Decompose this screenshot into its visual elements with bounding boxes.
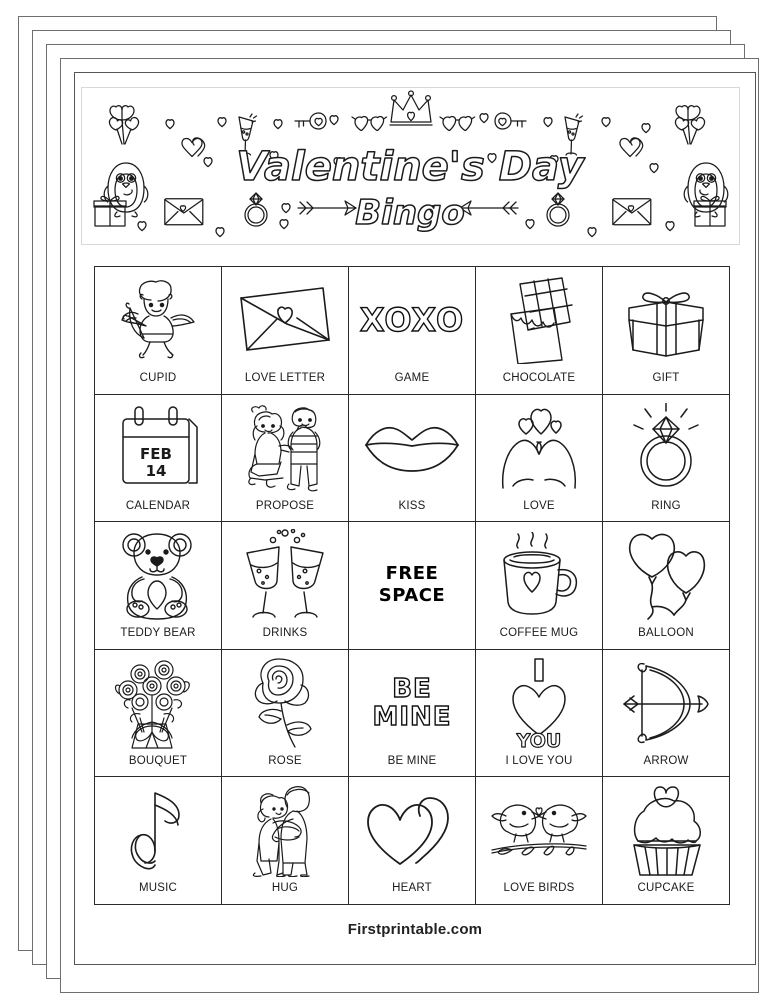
coffee-mug-icon: [476, 522, 602, 628]
bingo-cell-rose[interactable]: [222, 650, 349, 778]
bingo-cell-drinks[interactable]: [222, 522, 349, 650]
proposal-couple-icon: [222, 395, 348, 501]
bingo-cell-cupcake[interactable]: [603, 777, 730, 905]
bingo-cell-bouquet[interactable]: [95, 650, 222, 778]
bingo-cell-label: PROPOSE: [255, 499, 315, 512]
xoxo-icon: [349, 267, 475, 373]
xoxo-text: XOXO: [359, 300, 465, 339]
bingo-cell-label: HEART: [392, 882, 432, 895]
free-space: [349, 522, 475, 649]
hugging-couple-icon: [222, 777, 348, 883]
be-mine-icon: [349, 650, 475, 756]
envelope-icon: [222, 267, 348, 373]
be-mine-line-1: BE: [392, 673, 432, 704]
svg-text:FEB: FEB: [140, 444, 172, 463]
heart-balloons-icon: [603, 522, 729, 628]
bingo-cell-label: GAME: [394, 372, 430, 385]
bingo-cell-label: HUG: [271, 882, 299, 895]
bingo-cell-arrow[interactable]: [603, 650, 730, 778]
bingo-cell-balloon[interactable]: [603, 522, 730, 650]
bingo-cell-i-love-you[interactable]: [476, 650, 603, 778]
i-love-you-icon: [476, 650, 602, 756]
cupid-icon: [95, 267, 221, 373]
bingo-cell-label: CALENDAR: [125, 499, 191, 512]
bingo-cell-label: CUPCAKE: [637, 882, 695, 895]
bingo-cell-hug[interactable]: [222, 777, 349, 905]
diamond-ring-icon: [603, 395, 729, 501]
bingo-cell-label: I LOVE YOU: [505, 754, 573, 767]
bingo-cell-gift[interactable]: [603, 267, 730, 395]
bingo-cell-label: BALLOON: [638, 627, 694, 640]
bingo-cell-label: MUSIC: [138, 882, 178, 895]
bingo-cell-label: KISS: [398, 499, 426, 512]
gift-box-icon: [603, 267, 729, 373]
bingo-cell-chocolate[interactable]: [476, 267, 603, 395]
svg-text:14: 14: [145, 461, 167, 480]
bingo-cell-label: CUPID: [139, 372, 177, 385]
bingo-cell-coffee-mug[interactable]: [476, 522, 603, 650]
be-mine-line-2: MINE: [372, 701, 452, 732]
bingo-cell-label: CHOCOLATE: [502, 372, 576, 385]
flower-bouquet-icon: [95, 650, 221, 756]
bingo-cell-free-space[interactable]: [349, 522, 476, 650]
bingo-cell-calendar[interactable]: [95, 395, 222, 523]
bingo-cell-kiss[interactable]: [349, 395, 476, 523]
champagne-toast-icon: [222, 522, 348, 628]
bow-and-arrow-icon: [603, 650, 729, 756]
bingo-card-page: [74, 72, 756, 965]
title-line-1: Valentine's Day: [236, 144, 584, 190]
lips-icon: [349, 395, 475, 501]
bingo-cell-label: ARROW: [643, 754, 689, 767]
bingo-cell-label: LOVE BIRDS: [503, 882, 575, 895]
bingo-cell-teddy-bear[interactable]: [95, 522, 222, 650]
free-space-text: [379, 563, 445, 608]
bingo-cell-label: COFFEE MUG: [499, 627, 579, 640]
bingo-cell-love-letter[interactable]: [222, 267, 349, 395]
header-artwork: [82, 88, 739, 244]
bingo-cell-cupid[interactable]: [95, 267, 222, 395]
free-line-1: FREE: [385, 562, 439, 584]
bingo-grid: [94, 266, 730, 905]
bingo-cell-label: ROSE: [268, 754, 302, 767]
bingo-cell-love-birds[interactable]: [476, 777, 603, 905]
bingo-cell-ring[interactable]: [603, 395, 730, 523]
free-line-2: SPACE: [378, 585, 446, 607]
hands-heart-icon: [476, 395, 602, 501]
bingo-cell-music[interactable]: [95, 777, 222, 905]
bingo-cell-label: LOVE: [523, 499, 555, 512]
double-heart-icon: [349, 777, 475, 883]
bingo-cell-propose[interactable]: [222, 395, 349, 523]
bingo-cell-heart[interactable]: [349, 777, 476, 905]
bingo-cell-game[interactable]: [349, 267, 476, 395]
header-decoration-band: [81, 87, 740, 245]
bingo-cell-label: BOUQUET: [128, 754, 188, 767]
calendar-icon: [95, 395, 221, 501]
bingo-cell-label: RING: [651, 499, 681, 512]
bingo-cell-label: TEDDY BEAR: [120, 627, 196, 640]
svg-text:YOU: YOU: [516, 729, 562, 749]
bingo-cell-be-mine[interactable]: [349, 650, 476, 778]
title-line-2: Bingo: [355, 193, 465, 233]
chocolate-bar-icon: [476, 267, 602, 373]
teddy-bear-icon: [95, 522, 221, 628]
bingo-cell-label: GIFT: [652, 372, 680, 385]
footer-brand: Firstprintable.com: [347, 921, 483, 938]
bingo-cell-love[interactable]: [476, 395, 603, 523]
rose-icon: [222, 650, 348, 756]
be-mine-text: [372, 675, 451, 731]
bingo-cell-label: DRINKS: [262, 627, 308, 640]
bingo-cell-label: LOVE LETTER: [244, 372, 326, 385]
love-birds-icon: [476, 777, 602, 883]
cupcake-icon: [603, 777, 729, 883]
bingo-cell-label: BE MINE: [387, 754, 437, 767]
music-note-heart-icon: [95, 777, 221, 883]
